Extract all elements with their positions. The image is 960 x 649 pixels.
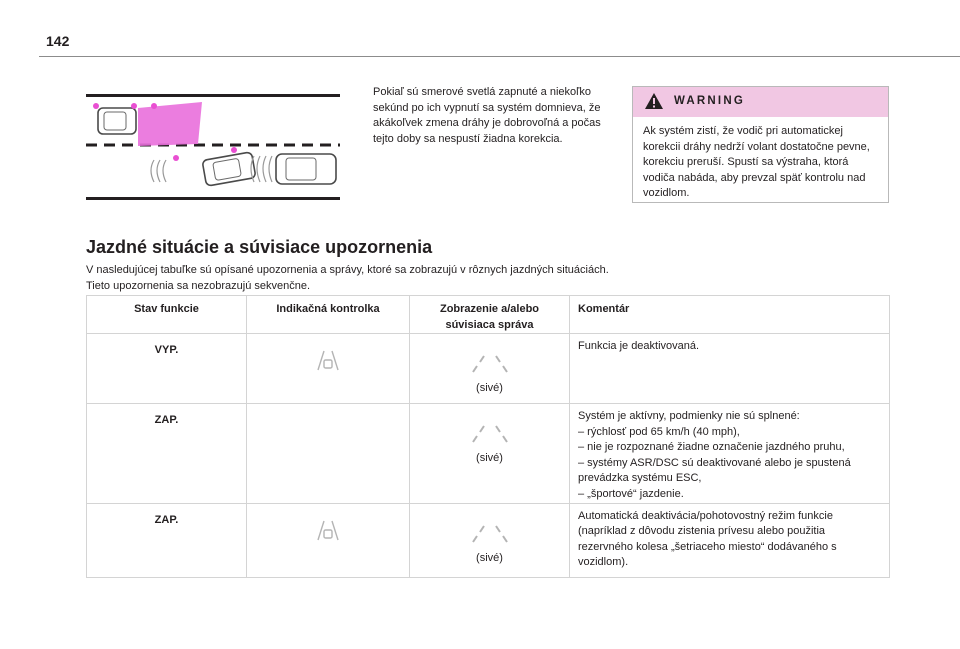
stav-cell: VYP. — [87, 334, 247, 404]
section-description — [86, 263, 906, 294]
indicator-cell — [247, 503, 410, 577]
comment-cell — [570, 404, 890, 504]
section-description-line: V nasledujúcej tabuľke sú opísané upozornenia a správy, ktoré sa zobrazujú v rôznych jazdných situáciách. — [86, 264, 609, 276]
header-zobrazenie-line: Zobrazenie a/alebo — [439, 303, 540, 315]
lane-change-illustration — [86, 90, 340, 202]
table-header-row — [87, 296, 890, 334]
table-row — [87, 334, 890, 404]
indicator-cell — [247, 404, 410, 504]
lane-keeping-car-icon — [313, 518, 343, 542]
situations-table — [86, 295, 890, 578]
comment-line: – rýchlosť pod 65 km/h (40 mph), — [578, 425, 740, 438]
comment-line: – nie je rozpoznané žiadne označenie jazdného pruhu, — [578, 441, 845, 454]
warning-box — [632, 86, 889, 203]
comment-cell — [570, 503, 890, 577]
table-row — [87, 503, 890, 577]
section-description-line: Tieto upozornenia sa nezobrazujú sekvenčne. — [86, 279, 311, 292]
lane-markings-icon — [460, 420, 520, 444]
stav-cell: ZAP. — [87, 404, 247, 504]
comment-cell — [570, 334, 890, 404]
comment-line: Funkcia je deaktivovaná. — [578, 340, 700, 352]
warning-title: WARNING — [674, 95, 745, 107]
intro-paragraph: Pokiaľ sú smerové svetlá zapnuté a niekoľko sekúnd po ich vypnutí sa systém domnieva, že akákoľvek zmena dráhy je dobrovoľná a počas tejto doby sa nespustí žiadna korekcia. — [373, 86, 601, 145]
display-cell — [410, 503, 570, 577]
header-divider — [39, 56, 960, 57]
warning-header — [633, 87, 888, 117]
display-cell — [410, 404, 570, 504]
display-label: (sivé) — [476, 551, 503, 564]
warning-triangle-icon — [644, 92, 664, 110]
display-label: (sivé) — [476, 382, 503, 394]
comment-line: – systémy ASR/DSC sú deaktivované alebo je spustená prevádzka systému ESC, — [578, 456, 851, 485]
comment-line: Systém je aktívny, podmienky nie sú splnené: — [578, 410, 800, 422]
header-zobrazenie-line: súvisiaca správa — [445, 319, 534, 331]
table-row — [87, 404, 890, 504]
stav-cell: ZAP. — [87, 503, 247, 577]
comment-line: – „športové“ jazdenie. — [578, 487, 684, 500]
header-komentar: Komentár — [570, 296, 890, 334]
header-stav-funkcie: Stav funkcie — [87, 296, 247, 334]
lane-markings-icon — [460, 350, 520, 374]
lane-keeping-car-icon — [313, 348, 343, 372]
warning-text: Ak systém zistí, že vodič pri automatickej korekcii dráhy nedrží volant dostatočne pevne, korekciu preruší. Spustí sa výstraha, ktorá vodiča nabáda, aby prevzal späť kontrolu nad vozidlom. — [643, 125, 870, 200]
comment-line: Automatická deaktivácia/pohotovostný režim funkcie (napríklad z dôvodu zistenia prívesu alebo použitia rezervného kolesa „šetriaceho miesto“ dodávaného s vozidlom). — [578, 509, 837, 569]
page-number: 142 — [46, 33, 70, 49]
display-cell — [410, 334, 570, 404]
section-title: Jazdné situácie a súvisiace upozornenia — [86, 237, 433, 257]
lane-markings-icon — [460, 520, 520, 544]
header-zobrazenie — [410, 296, 570, 334]
display-label: (sivé) — [476, 452, 503, 464]
indicator-cell — [247, 334, 410, 404]
header-indikacna-kontrolka: Indikačná kontrolka — [247, 296, 410, 334]
